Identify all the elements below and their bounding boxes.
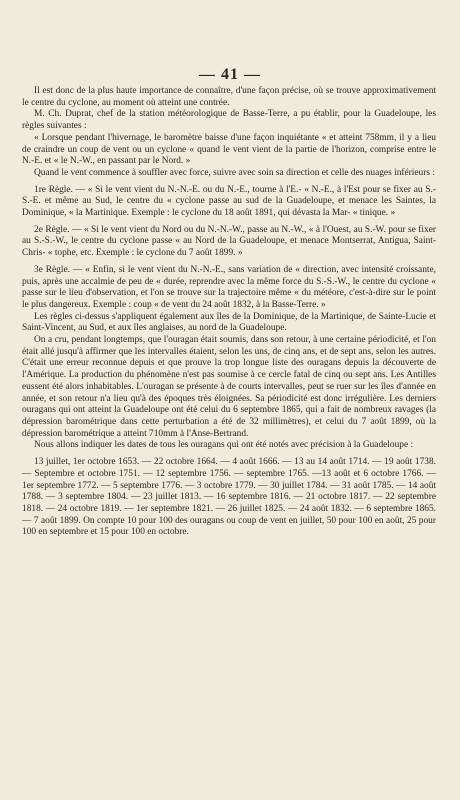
paragraph-periodicity: On a cru, pendant longtemps, que l'ouragan était soumis, dans son retour, à une certaine périodicité, et l'on était allé jusqu'à affirmer que les intervalles étaient, selon les uns, de cinq ans, et de sept ans, selon les autres. C'était une erreur reconnue depuis et que prouve la trop longue liste des ouragans depuis la découverte de l'Amérique. La production du phénomène n'est pas soumise à ce cercle fatal de cinq ou sept ans. Les Antilles eussent été alors inhabitables. L'ouragan se présente à de courts intervalles, peut se ruer sur les îles d'année en année, et son retour n'a lieu qu'à des époques très éloignées. Sa périodicité est donc irrégulière. Les derniers ouragans qui ont atteint la Guadeloupe ont été celui du 6 septembre 1865, qui a fait de nombreux ravages (la dépression barométrique dans cette perturbation a été de 32 millimètres), et celui du 7 août 1899, où la dépression barométrique a atteint 710mm à l'Anse-Bertrand. [22, 335, 436, 439]
paragraph-wind-direction: Quand le vent commence à souffler avec force, suivre avec soin sa direction et celle des nuages inférieurs : [34, 167, 435, 178]
paragraph-rule-3: 3e Règle. — « Enfin, si le vent vient du N.-N.-E., sans variation de « direction, avec intensité croissante, puis, après une accalmie de peu de « durée, reprendre avec la même force du S.-S.-W., le centre du cyclone « passe sur le lieu d'observation, et l'on se trouve sur la trajectoire même « du météore, c'est-à-dire sur le point le plus dangereux. Exemple : coup « de vent du 24 août 1832, à la Basse-Terre. » [22, 264, 436, 310]
paragraph-dates-intro: Nous allons indiquer les dates de tous les ouragans qui ont été notés avec précision à la Guadeloupe : [34, 440, 414, 451]
paragraph-rule-2: 2e Règle. — « Si le vent vient du Nord ou du N.-N.-W., passe au N.-W., « à l'Ouest, au S.-W. pour se fixer au S.-S.-W., le centre du cyclone passe « au Nord de la Guadeloupe, et menace Montserrat, Antigua, Saint-Chris- « tophe, etc. Exemple : le cyclone du 7 août 1899. » [22, 224, 436, 259]
paragraph-intro: Il est donc de la plus haute importance de connaître, d'une façon précise, où se trouve approximativement le centre du cyclone, au moment où atteint une contrée. [22, 86, 436, 108]
paragraph-rule-1: 1re Règle. — « Si le vent vient du N.-N.-E. ou du N.-E., tourne à l'E.- « N.-E., à l'Est pour se fixer au S.-S.-E. et même au Sud, le centre du « cyclone passe au sud de la Guadeloupe, et menace les Saintes, la Dominique, « la Martinique. Exemple : le cyclone du 18 août 1891, qui dévasta la Mar- « tinique. » [22, 184, 436, 219]
paragraph-duprat: M. Ch. Duprat, chef de la station météorologique de Basse-Terre, a pu établir, pour la Guadeloupe, les règles suivantes : [22, 109, 436, 132]
page-number: — 41 — [199, 66, 261, 83]
paragraph-islands: Les règles ci-dessus s'appliquent également aux îles de la Dominique, de la Martinique, de Sainte-Lucie et Saint-Vincent, au Sud, et aux îles anglaises, au nord de la Guadeloupe. [22, 311, 436, 334]
paragraph-hurricane-dates: 13 juillet, 1er octobre 1653. — 22 octobre 1664. — 4 août 1666. — 13 au 14 août 1714. — 19 août 1738. — Septembre et octobre 1751. — 12 septembre 1756. — septembre 1765. —13 août et 6 octobre 1766. — 1er septembre 1772. — 5 septembre 1776. — 3 octobre 1779. — 30 juillet 1784. — 31 août 1785. — 14 août 1788. — 3 septembre 1804. — 23 juillet 1813. — 16 septembre 1816. — 21 octobre 1817. — 22 septembre 1818. — 24 octobre 1819. — 1er septembre 1821. — 26 juillet 1825. — 24 août 1832. — 6 septembre 1865. — 7 août 1899. On compte 10 pour 100 des ouragans ou coup de vent en juillet, 50 pour 100 en août, 25 pour 100 en septembre et 15 pour 100 en octobre. [22, 457, 436, 538]
page-content [22, 86, 436, 539]
paragraph-barometer-rule: « Lorsque pendant l'hivernage, le baromètre baisse d'une façon inquiétante « et atteint 758mm, il y a lieu de craindre un coup de vent ou un cyclone « quand le vent vient de la partie de l'horizon, comprise entre le N.-E. et « le N.-W., en passant par le Nord. » [22, 132, 436, 167]
